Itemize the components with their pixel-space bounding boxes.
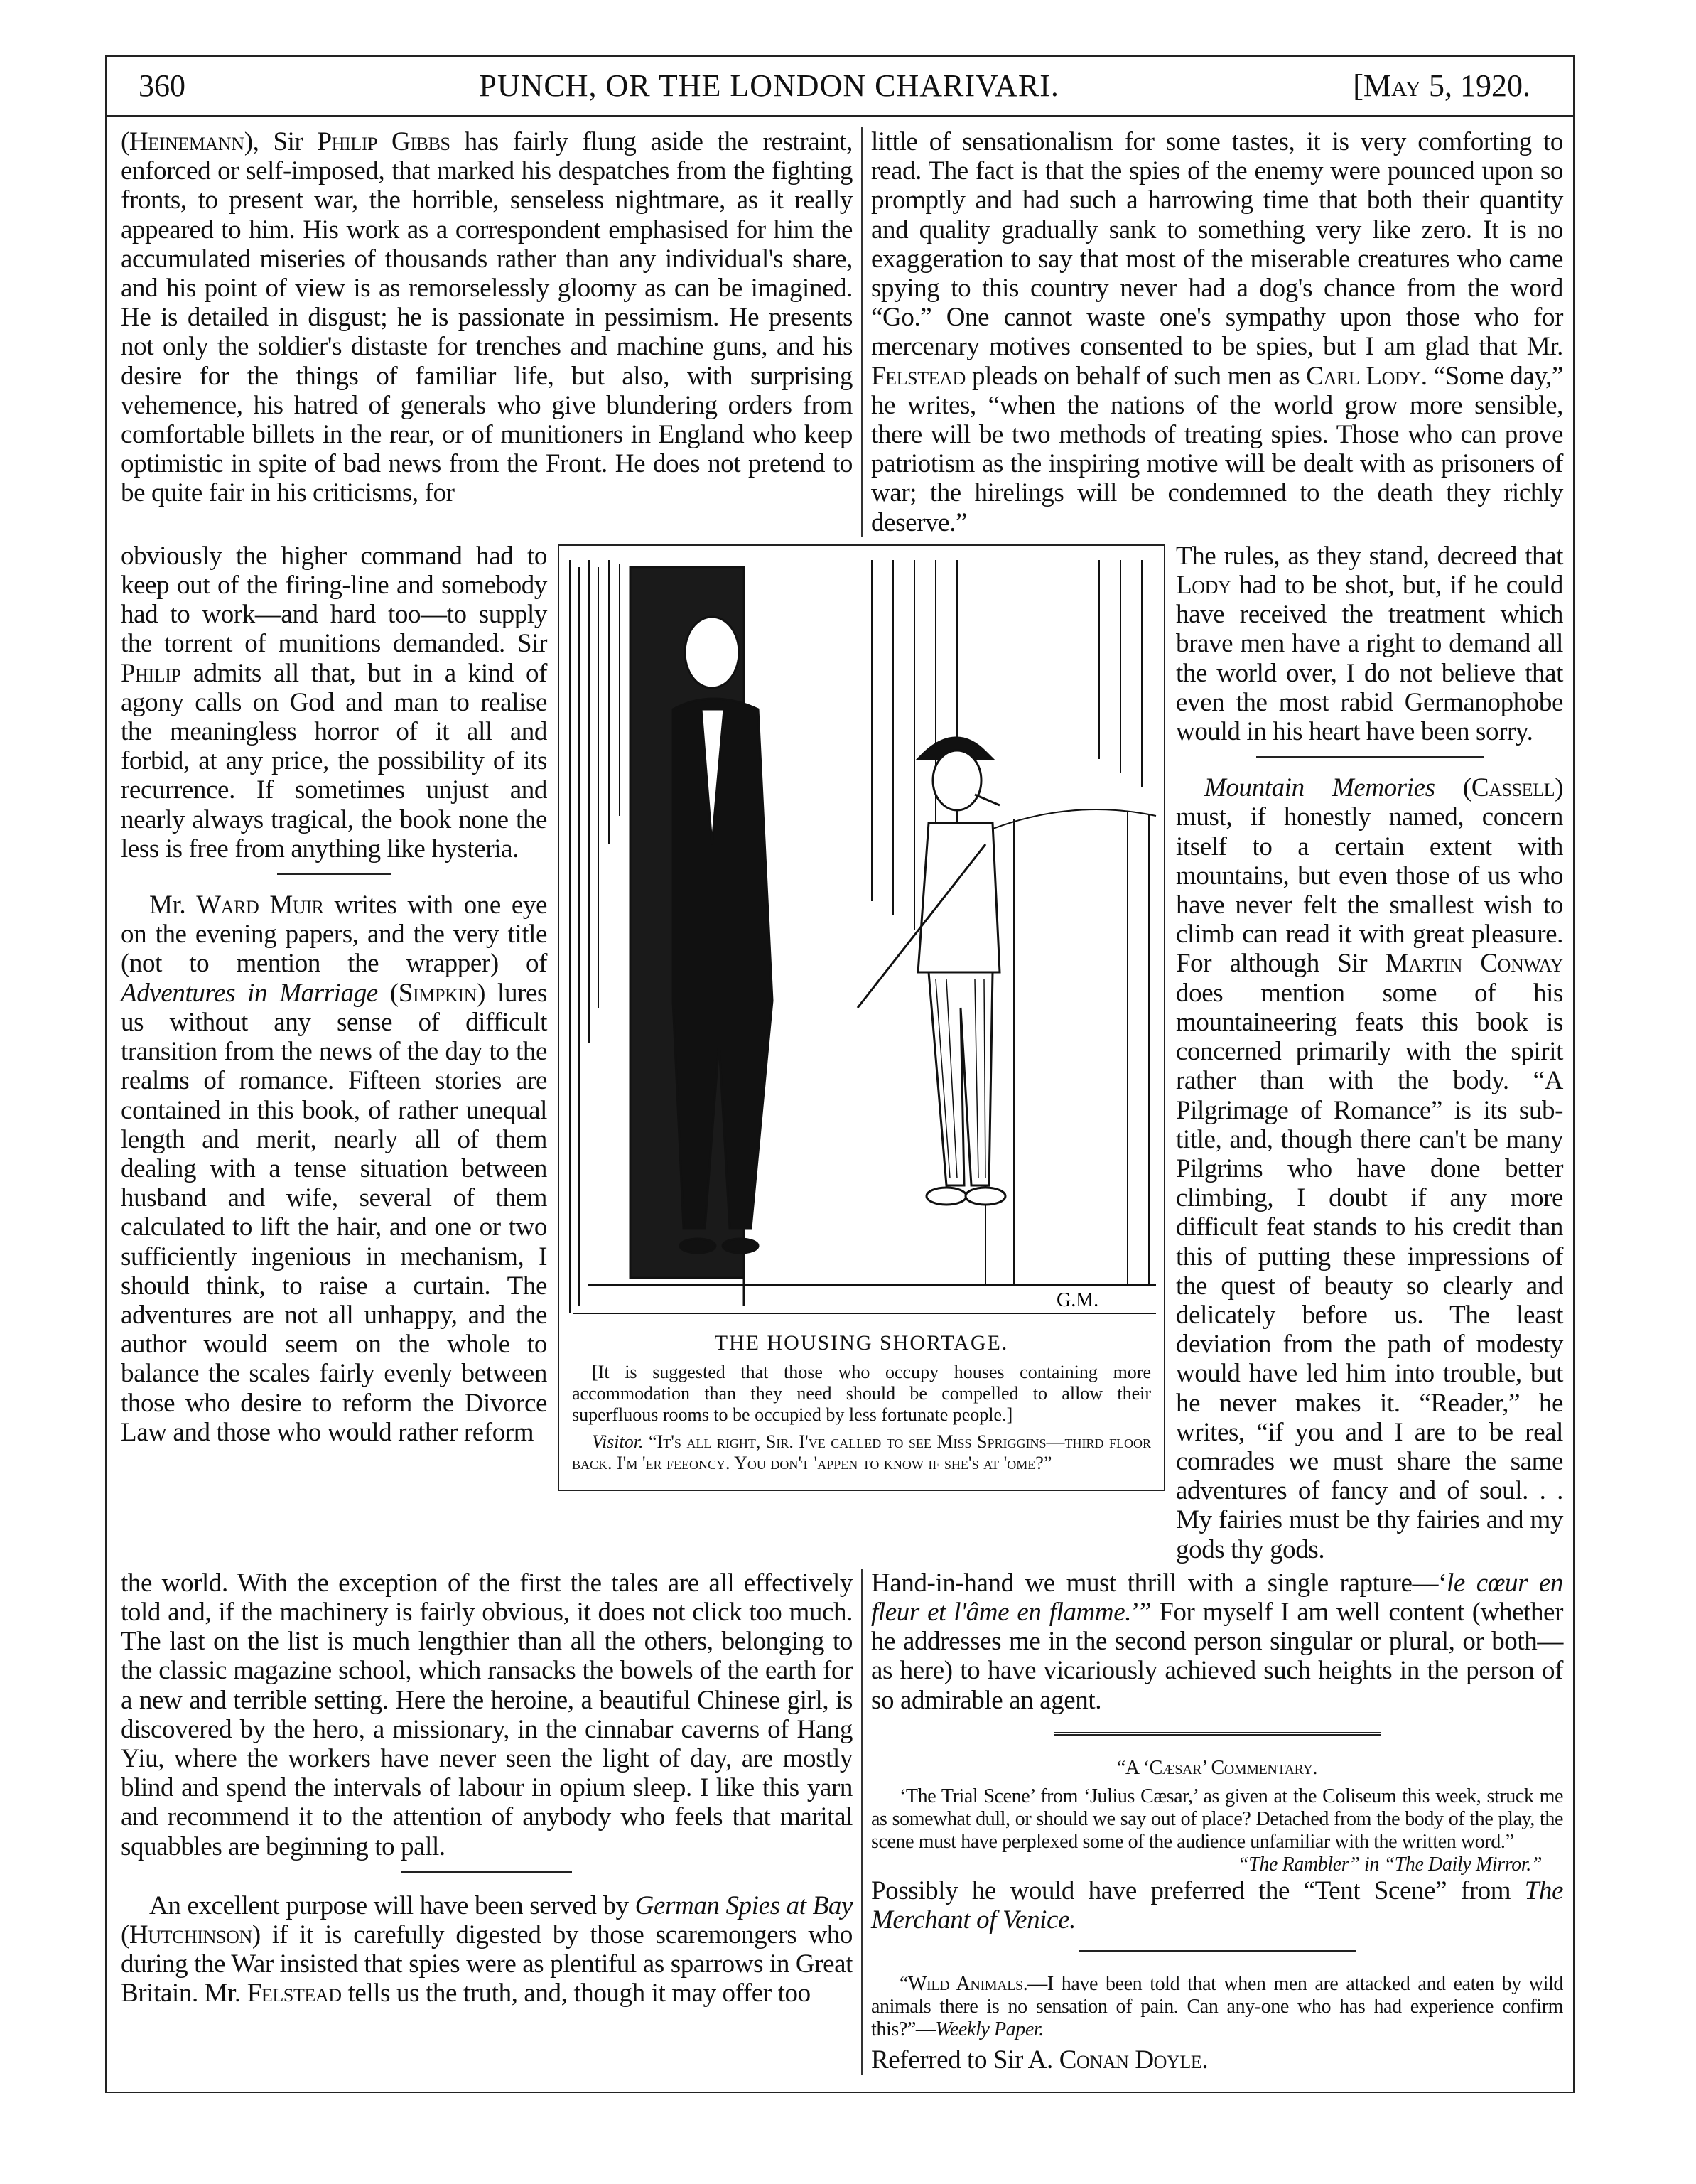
caesar-quote: ‘The Trial Scene’ from ‘Julius Cæsar,’ as given at the Coliseum this week, struck me as somewhat dull, or should we say out of place? Detached from the body of the play, the scene must have perplexed some of the audience unfamiliar with the written word.” bbox=[871, 1785, 1563, 1853]
column-divider bbox=[861, 127, 863, 537]
text-run: ( bbox=[1435, 773, 1471, 803]
paragraph bbox=[871, 1569, 1563, 1715]
section-rule bbox=[277, 873, 391, 875]
double-rule bbox=[1054, 1732, 1381, 1738]
italic-title-text: German Spies at Bay bbox=[634, 1890, 853, 1920]
text-run: ) lures us without any sense of difficult transition from the news of the day to the realms of romance. Fifteen stories are contained in this book, of rather unequal length and merit, nearly all of them dealing with a tense situation between husband and wife, several of them calculated to lift the hair, and one or two sufficiently ingenious in mechanism, I should think, to raise a curtain. The adventures are not all unhappy, and the author would seem on the whole to balance the scales fairly evenly between those who desire to reform the Divorce Law and those who would rather reform bbox=[121, 978, 547, 1447]
speaker: Visitor. bbox=[592, 1431, 644, 1452]
text-run: little of sensationalism for some tastes, it is very comforting to read. The fact is that the spies of the enemy were pounced upon so promptly and had such a harrowing time that both their quantity and quality gradually sank to something very like zero. It is no exaggeration to say that most of the miserable creatures who came spying to this country never had a dog's chance from the word “Go.” One cannot waste one's sympathy upon those who for mercenary motives consented to be spies, but I am glad that Mr. bbox=[871, 127, 1563, 362]
paragraph bbox=[121, 127, 853, 508]
paragraph bbox=[1176, 542, 1563, 746]
text-run: ( bbox=[377, 978, 399, 1008]
text-run: Mr. bbox=[149, 891, 197, 920]
paragraph bbox=[121, 1891, 853, 2008]
small-caps-name: Martin Conway bbox=[1385, 949, 1563, 979]
bottom-section bbox=[121, 1569, 1563, 2075]
review-gibbs-top bbox=[121, 127, 853, 508]
text-run: admits all that, but in a kind of agony calls on God and man to realise the meaningless horror of it all and forbid, at any price, the possibility of its recurrence. If sometimes unjust and nearly always tragical, the book none the less is free from anything like hysteria. bbox=[121, 658, 547, 864]
small-caps-name: Ward Muir bbox=[196, 891, 324, 920]
italic-title-text: le cœur en fleur et l'âme en flamme. bbox=[871, 1568, 1564, 1627]
text-run: ) if it is carefully digested by those scaremongers who during the War insisted that spies were as plentiful as sparrows in Great Britain. Mr. bbox=[121, 1920, 853, 2008]
paragraph bbox=[121, 542, 547, 864]
section-rule bbox=[1079, 1950, 1356, 1952]
small-caps-name: Wild Animals bbox=[908, 1973, 1023, 1996]
small-caps-name: Cassell bbox=[1471, 773, 1555, 803]
text-run: . “Some day,” he writes, “when the nations of the world grow more sensible, there will be two methods of treating spies. Those who can prove patriotism as the inspiring motive will be dealt with as prisoners of war; the hirelings will be condemned to the death they richly deserve.” bbox=[871, 361, 1563, 537]
italic-title-text: Adventures in Marriage bbox=[121, 978, 378, 1008]
dialogue-text: “It's all right, Sir. I've called to see Miss Spriggins—third floor back. I'm 'er feeoncy. You don't 'appen to know if she's at 'ome?” bbox=[572, 1431, 1152, 1473]
middle-section bbox=[121, 542, 1563, 1564]
paragraph bbox=[871, 127, 1563, 537]
text-run: has fairly flung aside the restraint, enforced or self-imposed, that marked his despatches from the fighting fronts, to present war, the horrible, senseless nightmare, as it really appeared to him. His work as a correspondent emphasised for him the accumulated miseries of thousands rather than any individual's share, and his point of view is as remorselessly gloomy as can be imagined. He is detailed in disgust; he is passionate in pessimism. He presents not only the soldier's distaste for trenches and machine guns, and his desire for the things of familiar life, but also, with surprising vehemence, his hatred of generals who give blundering orders from comfortable billets in the rear, or of munitioners in England who keep optimistic in spite of bad news from the Front. He does not pretend to be quite fair in his criticisms, for bbox=[121, 127, 853, 508]
text-run: had to be shot, but, if he could have received the treatment which brave men have a right to demand all the world over, I do not believe that even the most rabid Germanophobe would in his heart have been sorry. bbox=[1176, 571, 1563, 747]
cartoon-illustration bbox=[558, 544, 1165, 1491]
left-bottom-column bbox=[121, 1569, 853, 2008]
text-run: does mention some of his mountaineering feats this book is concerned primarily with the spirit rather than with the body. “A Pilgrimage of Romance” is its sub-title, and, though there can't be many Pilgrims who have done better climbing, I doubt if any more difficult feat stands to his credit than this of putting these impressions of the quest of beauty so clearly and delicately before us. The least deviation from the path of modesty would have led him into trouble, but he never makes it. “Reader,” he writes, “if you and I are to be real comrades we must share the same adventures of fancy and of soul. . . My fairies must be thy fairies and my gods thy gods. bbox=[1176, 978, 1563, 1564]
paragraph bbox=[1176, 773, 1563, 1564]
text-run: The rules, as they stand, decreed that bbox=[1176, 541, 1563, 571]
text-run: .—I have been told that when men are attacked and eaten by wild animals there is no sensation of pain. Can any-one who has had experience confirm this?”— bbox=[871, 1973, 1563, 2041]
text-run: obviously the higher command had to keep out of the firing-line and somebody had to work—and hard too—to supply the torrent of munitions demanded. Sir bbox=[121, 541, 547, 659]
text-run: An excellent purpose will have been served by bbox=[149, 1890, 635, 1920]
text-run: ( bbox=[121, 127, 129, 156]
caesar-heading: “A ‘Cæsar’ Commentary. bbox=[1116, 1756, 1318, 1779]
small-caps-name: Philip bbox=[121, 658, 181, 688]
small-caps-name: Felstead bbox=[247, 1979, 342, 2008]
publication-title: PUNCH, OR THE LONDON CHARIVARI. bbox=[479, 68, 1059, 103]
section-rule bbox=[1256, 756, 1484, 758]
small-caps-name: Felstead bbox=[871, 361, 966, 391]
top-section bbox=[121, 127, 1563, 537]
section-rule bbox=[401, 1871, 572, 1873]
small-caps-name: Lody bbox=[1176, 571, 1231, 601]
text-run: tells us the truth, and, though it may offer too bbox=[341, 1979, 811, 2008]
caesar-source: “The Rambler” in “The Daily Mirror.” bbox=[1238, 1853, 1542, 1876]
page-header bbox=[107, 57, 1573, 117]
text-run: ) must, if honestly named, concern itself to a certain extent with mountains, but even those of us who have never felt the smallest wish to climb can read it with great pleasure. For although Sir bbox=[1176, 773, 1563, 979]
text-run: ), Sir bbox=[244, 127, 318, 156]
italic-title-text: Mountain Memories bbox=[1204, 773, 1435, 803]
text-run: Hand-in-hand we must thrill with a single rapture—‘ bbox=[871, 1568, 1447, 1598]
text-run: pleads on behalf of such men as bbox=[965, 361, 1307, 391]
text-run: the world. With the exception of the first the tales are all effectively told and, if the machinery is fairly obvious, it does not click too much. The last on the list is much lengthier than all the others, belonging to the classic magazine school, which ransacks the bowels of the earth for a new and terrible setting. Here the heroine, a beautiful Chinese girl, is discovered by the hero, a missionary, in the cinnabar caverns of Hang Yiu, where the workers have never seen the light of day, are mostly blind and spend the intervals of labour in opium sleep. I like this yarn and recommend it to the attention of anybody who feels that marital squabbles are beginning to pall. bbox=[121, 1568, 853, 1861]
cartoon-note: [It is suggested that those who occupy houses containing more accommodation than they need should be compelled to allow their superfluous rooms to be occupied by less fortunate people.] bbox=[572, 1361, 1151, 1425]
text-run: ( bbox=[121, 1920, 129, 1949]
small-caps-name: Hutchinson bbox=[129, 1920, 252, 1949]
cartoon-caption bbox=[559, 1362, 1164, 1490]
artist-signature: G.M. bbox=[1057, 1289, 1099, 1311]
page-number: 360 bbox=[139, 68, 185, 103]
column-divider bbox=[861, 1569, 863, 2075]
right-bottom-column bbox=[871, 1569, 1563, 2075]
text-run: Referred to Sir A. bbox=[871, 2045, 1059, 2075]
small-caps-name: Philip Gibbs bbox=[317, 127, 450, 156]
cartoon-dialogue bbox=[572, 1431, 1151, 1474]
small-caps-name: Conan Doyle bbox=[1059, 2045, 1202, 2075]
review-felstead-continued bbox=[871, 127, 1563, 537]
paragraph bbox=[121, 891, 547, 1447]
text-run: writes with one eye on the evening papers, and the very title (not to mention the wrapper) of bbox=[121, 891, 547, 979]
italic-title-text: Weekly Paper. bbox=[935, 2018, 1044, 2041]
small-caps-name: Carl Lody bbox=[1306, 361, 1421, 391]
text-run: ’” For myself I am well content (whether he addresses me in the second person singular or plural, or both—as here) to have vicariously achieved such heights in the person of so admirable an agent. bbox=[871, 1597, 1564, 1715]
wall-hatching bbox=[570, 560, 620, 1313]
cartoon-title: THE HOUSING SHORTAGE. bbox=[714, 1330, 1009, 1355]
small-caps-name: Heinemann bbox=[129, 127, 244, 156]
issue-date: [May 5, 1920. bbox=[1353, 68, 1530, 103]
text-run: . bbox=[1201, 2045, 1209, 2075]
visitor-figure bbox=[858, 738, 1005, 1205]
left-narrow-column bbox=[121, 542, 547, 1447]
text-run: Possibly he would have preferred the “Tent Scene” from bbox=[871, 1876, 1525, 1905]
paragraph bbox=[121, 1569, 853, 1861]
animals-quote bbox=[871, 1973, 1563, 2041]
italic-title-text: The Merchant of Venice. bbox=[871, 1876, 1563, 1935]
cartoon-drawing bbox=[559, 546, 1164, 1328]
animals-comment bbox=[871, 2045, 1563, 2075]
text-run: “ bbox=[900, 1973, 909, 1996]
right-narrow-column bbox=[1176, 542, 1563, 1564]
small-caps-name: Simpkin bbox=[398, 978, 477, 1008]
caesar-comment bbox=[871, 1876, 1563, 1935]
page-border bbox=[105, 55, 1575, 2093]
